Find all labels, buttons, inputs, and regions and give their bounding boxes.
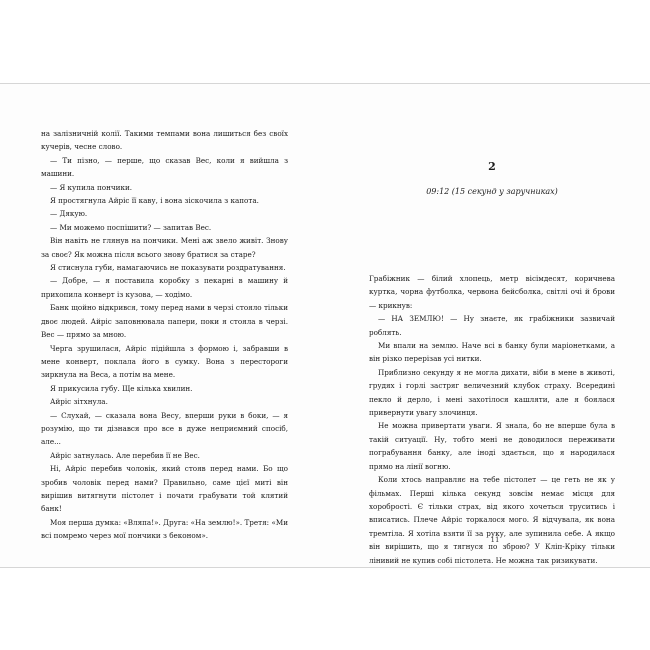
left-page-text [41, 127, 288, 543]
paragraph: — Ми можемо поспішити? — запитав Вес. [50, 222, 212, 232]
paragraph: — Добре, — я поставила коробку з пекарні в машину й прихопила конверт із кузова, — ходімо. [41, 276, 288, 299]
right-page [325, 84, 650, 567]
paragraph: Я простягнула Айріс її каву, і вона зіскочила з капота. [50, 196, 259, 206]
page-number: 11 [490, 536, 500, 544]
paragraph: Грабіжник — білий хлопець, метр вісімдесят, коричнева куртка, чорна футболка, червона бейсболка, світлі очі й брови — крикнув: [369, 274, 615, 310]
paragraph: — Я купила пончики. [50, 182, 133, 192]
paragraph: Моя перша думка: «Вляпа!». Друга: «На землю!». Третя: «Ми всі помремо через мої пончики з беконом». [41, 517, 288, 541]
left-page [0, 84, 325, 567]
chapter-number: 2 [488, 160, 496, 173]
book-spread [0, 83, 650, 568]
paragraph: Ми впали на землю. Наче всі в банку були маріонетками, а він різко перерізав усі нитки. [369, 341, 615, 364]
paragraph: Я стиснула губи, намагаючись не показувати роздратування. [50, 263, 286, 273]
paragraph: — Слухай, — сказала вона Весу, вперши руки в боки, — я розумію, що ти дізнався про все в дуже неприємний спосіб, але... [41, 410, 288, 447]
paragraph: Черга зрушилася, Айріс підійшла з формою і, забравши в мене конверт, поклала його в сумку. Вона з перестороги зиркнула на Веса, а потім на мене. [41, 343, 288, 380]
paragraph: — Дякую. [50, 209, 88, 219]
paragraph: Ні, Айріс перебив чоловік, який стояв перед нами. Бо що зробив чоловік перед нами? Правильно, саме цієї миті він вирішив витягнути пістолет і почати грабувати той клятий банк! [41, 464, 288, 514]
paragraph: Банк щойно відкрився, тому перед нами в черзі стояло тільки двоє людей. Айріс заповнювала папери, поки я стояла в черзі. Вес — прямо за мною. [41, 303, 288, 340]
paragraph: Айріс затнулась. Але перебив її не Вес. [50, 450, 200, 460]
paragraph: — НА ЗЕМЛЮ! — Ну знаєте, як грабіжники зазвичай роблять. [369, 314, 615, 337]
right-page-text [369, 272, 615, 567]
chapter-subtitle: 09:12 (15 секунд у заручниках) [426, 187, 558, 196]
paragraph: Він навіть не глянув на пончики. Мені аж звело живіт. Знову за своє? Як можна після всього знову братися за старе? [41, 236, 288, 259]
paragraph: Я прикусила губу. Ще кілька хвилин. [50, 383, 193, 393]
paragraph: Приблизно секунду я не могла дихати, віби в мене в животі, грудях і горлі застряг величезний клубок страху. Всередині пекло й дерло, і мені захотілося кашляти, але я боялася привернути увагу злочинця. [369, 367, 615, 418]
paragraph: Коли хтось направляє на тебе пістолет — це геть не як у фільмах. Перші кілька секунд зовсім немає місця для хоробрості. Є тільки страх, від якого хочеться труситись і вписатись. Плече Айріс торкалося мого. Я відчувала, як вона тремтіла. Я хотіла взяти її за руку, але зупинила себе. А якщо він вирішить, що я тягнуся по зброю? У Кліп-Кріку тільки лінивий не купив собі пістолета. Не можна так ризикувати. [369, 475, 615, 565]
paragraph: Айріс зітхнула. [50, 397, 108, 407]
paragraph: — Ти пізно, — перше, що сказав Вес, коли я вийшла з машини. [41, 155, 288, 179]
paragraph: Не можна привертати уваги. Я знала, бо не вперше була в такій ситуації. Ну, тобто мені не доводилося переживати пограбування банку, але іноді здається, що я народилася прямо на лінії вогню. [369, 421, 615, 471]
paragraph: на залізничній колії. Такими темпами вона лишиться без своїх кучерів, чесне слово. [41, 129, 288, 152]
